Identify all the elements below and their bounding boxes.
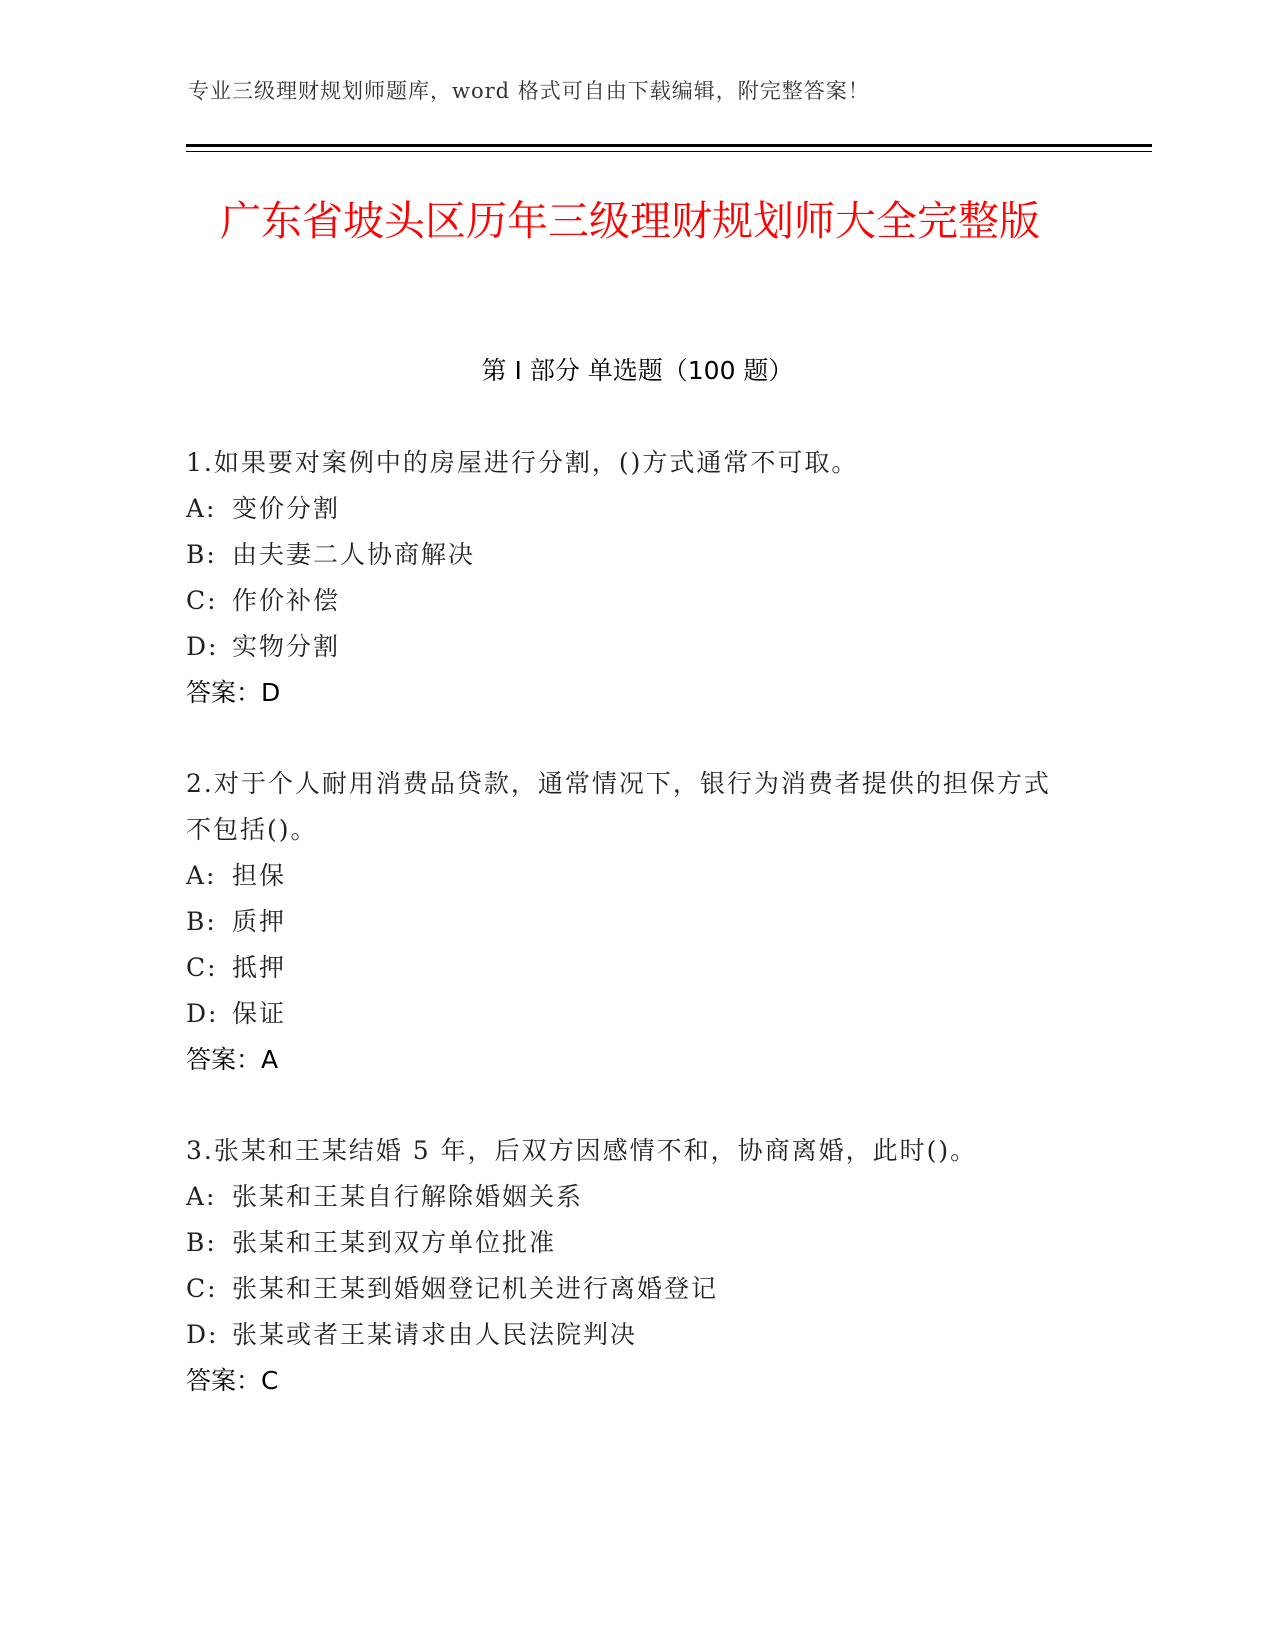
option-text: 质押 (232, 907, 287, 936)
option-c (186, 1266, 1066, 1312)
option-text: 担保 (232, 861, 287, 890)
document-title: 广东省坡头区历年三级理财规划师大全完整版 (220, 197, 1040, 245)
section-heading: 第 I 部分 单选题（100 题） (481, 356, 794, 385)
option-letter: A: (186, 861, 217, 890)
option-letter: C: (186, 953, 218, 982)
option-text: 实物分割 (232, 632, 341, 661)
header-note: 专业三级理财规划师题库，word 格式可自由下载编辑，附完整答案！ (188, 79, 870, 103)
option-letter: B: (186, 540, 217, 569)
answer: 答案：A (186, 1045, 279, 1074)
option-a (186, 1174, 1066, 1220)
option-text: 保证 (232, 999, 287, 1028)
option-text: 变价分割 (232, 494, 341, 523)
option-letter: D: (186, 632, 219, 661)
option-letter: A: (186, 1182, 217, 1211)
option-text: 抵押 (232, 953, 287, 982)
question-stem: 1.如果要对案例中的房屋进行分割，()方式通常不可取。 (186, 448, 859, 477)
option-d (186, 991, 1066, 1037)
option-text: 张某和王某到婚姻登记机关进行离婚登记 (232, 1274, 719, 1303)
question-1 (186, 440, 1066, 716)
option-text: 张某和王某自行解除婚姻关系 (232, 1182, 584, 1211)
option-b (186, 1220, 1066, 1266)
option-letter: C: (186, 586, 218, 615)
option-b (186, 532, 1066, 578)
option-letter: A: (186, 494, 217, 523)
question-3 (186, 1128, 1066, 1404)
option-letter: D: (186, 1320, 219, 1349)
answer: 答案：D (186, 678, 281, 707)
option-text: 张某或者王某请求由人民法院判决 (232, 1320, 638, 1349)
header-divider-thin (186, 151, 1152, 152)
option-a (186, 853, 1066, 899)
option-c (186, 945, 1066, 991)
option-letter: B: (186, 907, 217, 936)
header-divider-thick (186, 144, 1152, 147)
option-text: 张某和王某到双方单位批准 (232, 1228, 557, 1257)
option-d (186, 624, 1066, 670)
question-stem: 3.张某和王某结婚 5 年，后双方因感情不和，协商离婚，此时()。 (186, 1136, 978, 1165)
option-text: 作价补偿 (232, 586, 341, 615)
option-c (186, 578, 1066, 624)
option-text: 由夫妻二人协商解决 (232, 540, 476, 569)
option-a (186, 486, 1066, 532)
option-letter: B: (186, 1228, 217, 1257)
option-d (186, 1312, 1066, 1358)
option-letter: D: (186, 999, 219, 1028)
option-b (186, 899, 1066, 945)
question-stem: 2.对于个人耐用消费品贷款，通常情况下，银行为消费者提供的担保方式不包括()。 (186, 769, 1051, 844)
question-2 (186, 761, 1066, 1083)
answer: 答案：C (186, 1366, 279, 1395)
option-letter: C: (186, 1274, 218, 1303)
